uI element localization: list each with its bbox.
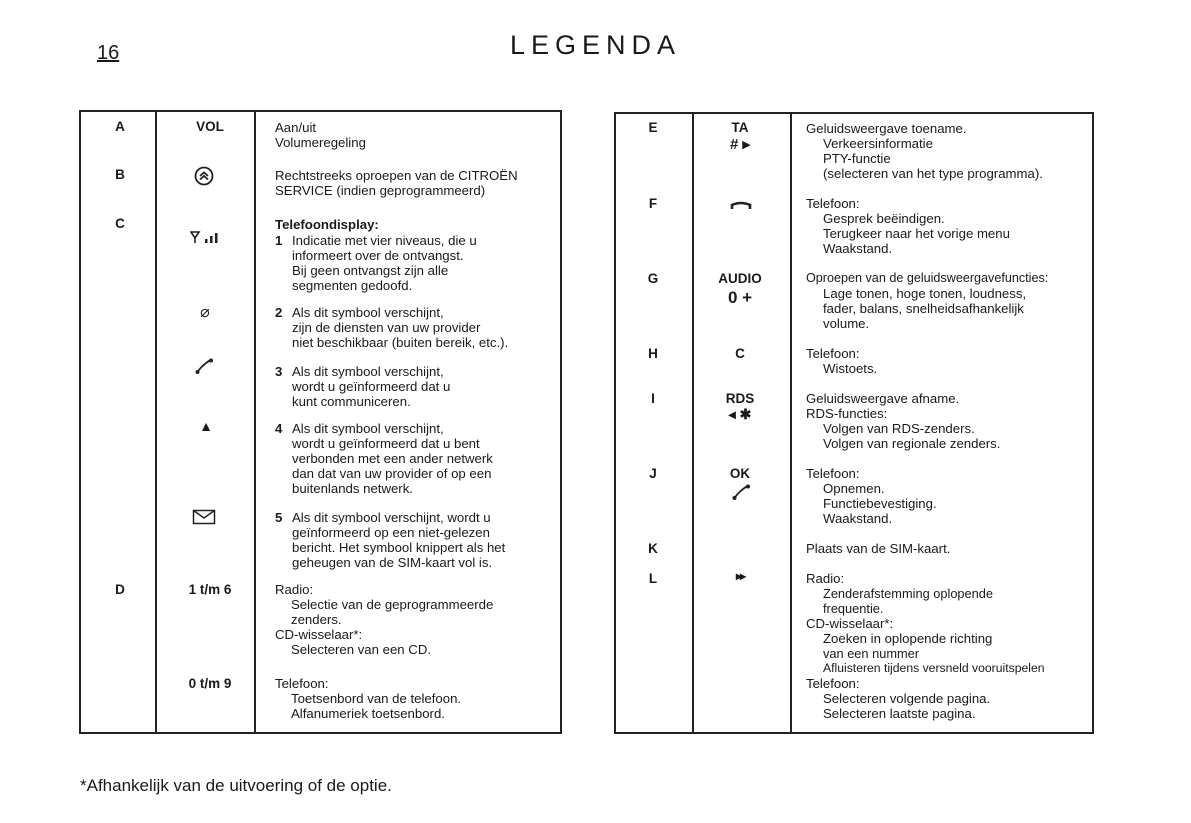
row-letter-l: L: [648, 571, 658, 586]
desc-e-line2: Verkeersinformatie: [823, 136, 933, 151]
item2-line1: Als dit symbool verschijnt,: [292, 305, 444, 320]
key-audio-symbol: 0 +: [727, 288, 753, 307]
desc-j-line2: Opnemen.: [823, 481, 885, 496]
desc-l-line5: Zoeken in oplopende richting: [823, 631, 993, 646]
desc-l-line2: Zenderafstemming oplopende: [823, 586, 994, 601]
item4-line4: dan dat van uw provider of op een: [292, 466, 492, 481]
desc-d-line5: Selecteren van een CD.: [291, 642, 432, 657]
key-ta: TA: [731, 120, 749, 135]
fast-forward-icon: ▸▸: [735, 569, 745, 583]
signal-strength-icon: [190, 229, 224, 245]
key-vol: VOL: [196, 119, 224, 134]
desc-l-line8: Telefoon:: [806, 676, 860, 691]
key-c: C: [735, 346, 745, 361]
handset-icon: [194, 357, 216, 375]
desc-l-line3: frequentie.: [823, 601, 884, 616]
row-letter-c: C: [115, 216, 125, 231]
key-0-9: 0 t/m 9: [188, 676, 232, 691]
desc-i-line2: RDS-functies:: [806, 406, 888, 421]
key-1-6: 1 t/m 6: [188, 582, 232, 597]
row-letter-a: A: [115, 119, 125, 134]
item4-line5: buitenlands netwerk.: [292, 481, 413, 496]
desc-g-line1: Oproepen van de geluidsweergavefuncties:: [806, 271, 1049, 285]
item3-number: 3: [275, 364, 283, 379]
item5-line1: Als dit symbool verschijnt, wordt u: [292, 510, 491, 525]
key-ta-symbol: # ▸: [729, 136, 751, 153]
desc-h-line2: Wistoets.: [823, 361, 878, 376]
item2-line2: zijn de diensten van uw provider: [292, 320, 481, 335]
desc-d-phone-line1: Telefoon:: [275, 676, 329, 691]
envelope-icon: [192, 509, 216, 525]
item4-line1: Als dit symbool verschijnt,: [292, 421, 444, 436]
desc-b-line2: SERVICE (indien geprogrammeerd): [275, 183, 486, 198]
no-service-icon: ⌀: [200, 304, 210, 321]
row-letter-e: E: [648, 120, 658, 135]
item5-line4: geheugen van de SIM-kaart vol is.: [292, 555, 493, 570]
desc-a-line1: Aan/uit: [275, 120, 317, 135]
item3-line1: Als dit symbool verschijnt,: [292, 364, 444, 379]
footnote: *Afhankelijk van de uitvoering of de optie.: [80, 776, 392, 795]
row-letter-f: F: [648, 196, 658, 211]
pick-up-icon: [731, 483, 753, 501]
item4-line2: wordt u geïnformeerd dat u bent: [292, 436, 480, 451]
desc-a-line2: Volumeregeling: [275, 135, 366, 150]
item4-line3: verbonden met een ander netwerk: [292, 451, 493, 466]
desc-f-line1: Telefoon:: [806, 196, 860, 211]
desc-e-line1: Geluidsweergave toename.: [806, 121, 967, 136]
item5-line3: bericht. Het symbool knippert als het: [292, 540, 506, 555]
desc-d-line2: Selectie van de geprogrammeerde: [291, 597, 494, 612]
row-letter-i: I: [651, 391, 655, 406]
desc-l-line7: Afluisteren tijdens versneld vooruitspelen: [823, 661, 1045, 675]
key-rds: RDS: [725, 391, 755, 406]
row-letter-k: K: [648, 541, 658, 556]
desc-l-line6: van een nummer: [823, 646, 920, 661]
row-letter-h: H: [648, 346, 658, 361]
desc-c-heading: Telefoondisplay:: [275, 217, 379, 232]
desc-g-line3: fader, balans, snelheidsafhankelijk: [823, 301, 1024, 316]
item1-line4: segmenten gedoofd.: [292, 278, 413, 293]
item1-line3: Bij geen ontvangst zijn alle: [292, 263, 449, 278]
roaming-triangle-icon: ▲: [199, 418, 213, 434]
item3-line2: wordt u geïnformeerd dat u: [292, 379, 451, 394]
desc-k-line1: Plaats van de SIM-kaart.: [806, 541, 951, 556]
item1-number: 1: [275, 233, 283, 248]
desc-h-line1: Telefoon:: [806, 346, 860, 361]
key-ok: OK: [729, 466, 751, 481]
row-letter-g: G: [647, 271, 659, 286]
desc-f-line3: Terugkeer naar het vorige menu: [823, 226, 1010, 241]
desc-e-line4: (selecteren van het type programma).: [823, 166, 1043, 181]
desc-j-line1: Telefoon:: [806, 466, 860, 481]
item4-number: 4: [275, 421, 283, 436]
item1-line2: informeert over de ontvangst.: [292, 248, 464, 263]
item1-line1: Indicatie met vier niveaus, die u: [292, 233, 477, 248]
desc-l-line4: CD-wisselaar*:: [806, 616, 894, 631]
key-rds-symbol: ◂ ✱: [728, 406, 752, 422]
desc-i-line3: Volgen van RDS-zenders.: [823, 421, 975, 436]
page-title: LEGENDA: [509, 30, 682, 60]
row-letter-d: D: [115, 582, 125, 597]
desc-j-line3: Functiebevestiging.: [823, 496, 937, 511]
desc-i-line1: Geluidsweergave afname.: [806, 391, 960, 406]
desc-d-line3: zenders.: [291, 612, 342, 627]
page-number: 16: [97, 42, 120, 64]
item3-line3: kunt communiceren.: [292, 394, 411, 409]
desc-e-line3: PTY-functie: [823, 151, 891, 166]
citroen-service-icon: [194, 166, 214, 186]
hang-up-icon: [730, 198, 752, 208]
desc-j-line4: Waakstand.: [823, 511, 893, 526]
item5-number: 5: [275, 510, 283, 525]
desc-l-line1: Radio:: [806, 571, 845, 586]
key-audio: AUDIO: [718, 271, 762, 286]
desc-g-line4: volume.: [823, 316, 870, 331]
desc-d-phone-line2: Toetsenbord van de telefoon.: [291, 691, 462, 706]
desc-d-line1: Radio:: [275, 582, 314, 597]
item5-line2: geïnformeerd op een niet-gelezen: [292, 525, 490, 540]
desc-b-line1: Rechtstreeks oproepen van de CITROËN: [275, 168, 518, 183]
desc-i-line4: Volgen van regionale zenders.: [823, 436, 1001, 451]
row-letter-j: J: [649, 466, 657, 481]
desc-d-phone-line3: Alfanumeriek toetsenbord.: [291, 706, 445, 721]
desc-f-line2: Gesprek beëindigen.: [823, 211, 945, 226]
item2-number: 2: [275, 305, 283, 320]
desc-l-line10: Selecteren laatste pagina.: [823, 706, 976, 721]
desc-f-line4: Waakstand.: [823, 241, 893, 256]
desc-d-line4: CD-wisselaar*:: [275, 627, 363, 642]
row-letter-b: B: [115, 167, 125, 182]
item2-line3: niet beschikbaar (buiten bereik, etc.).: [292, 335, 509, 350]
desc-l-line9: Selecteren volgende pagina.: [823, 691, 991, 706]
desc-g-line2: Lage tonen, hoge tonen, loudness,: [823, 286, 1027, 301]
